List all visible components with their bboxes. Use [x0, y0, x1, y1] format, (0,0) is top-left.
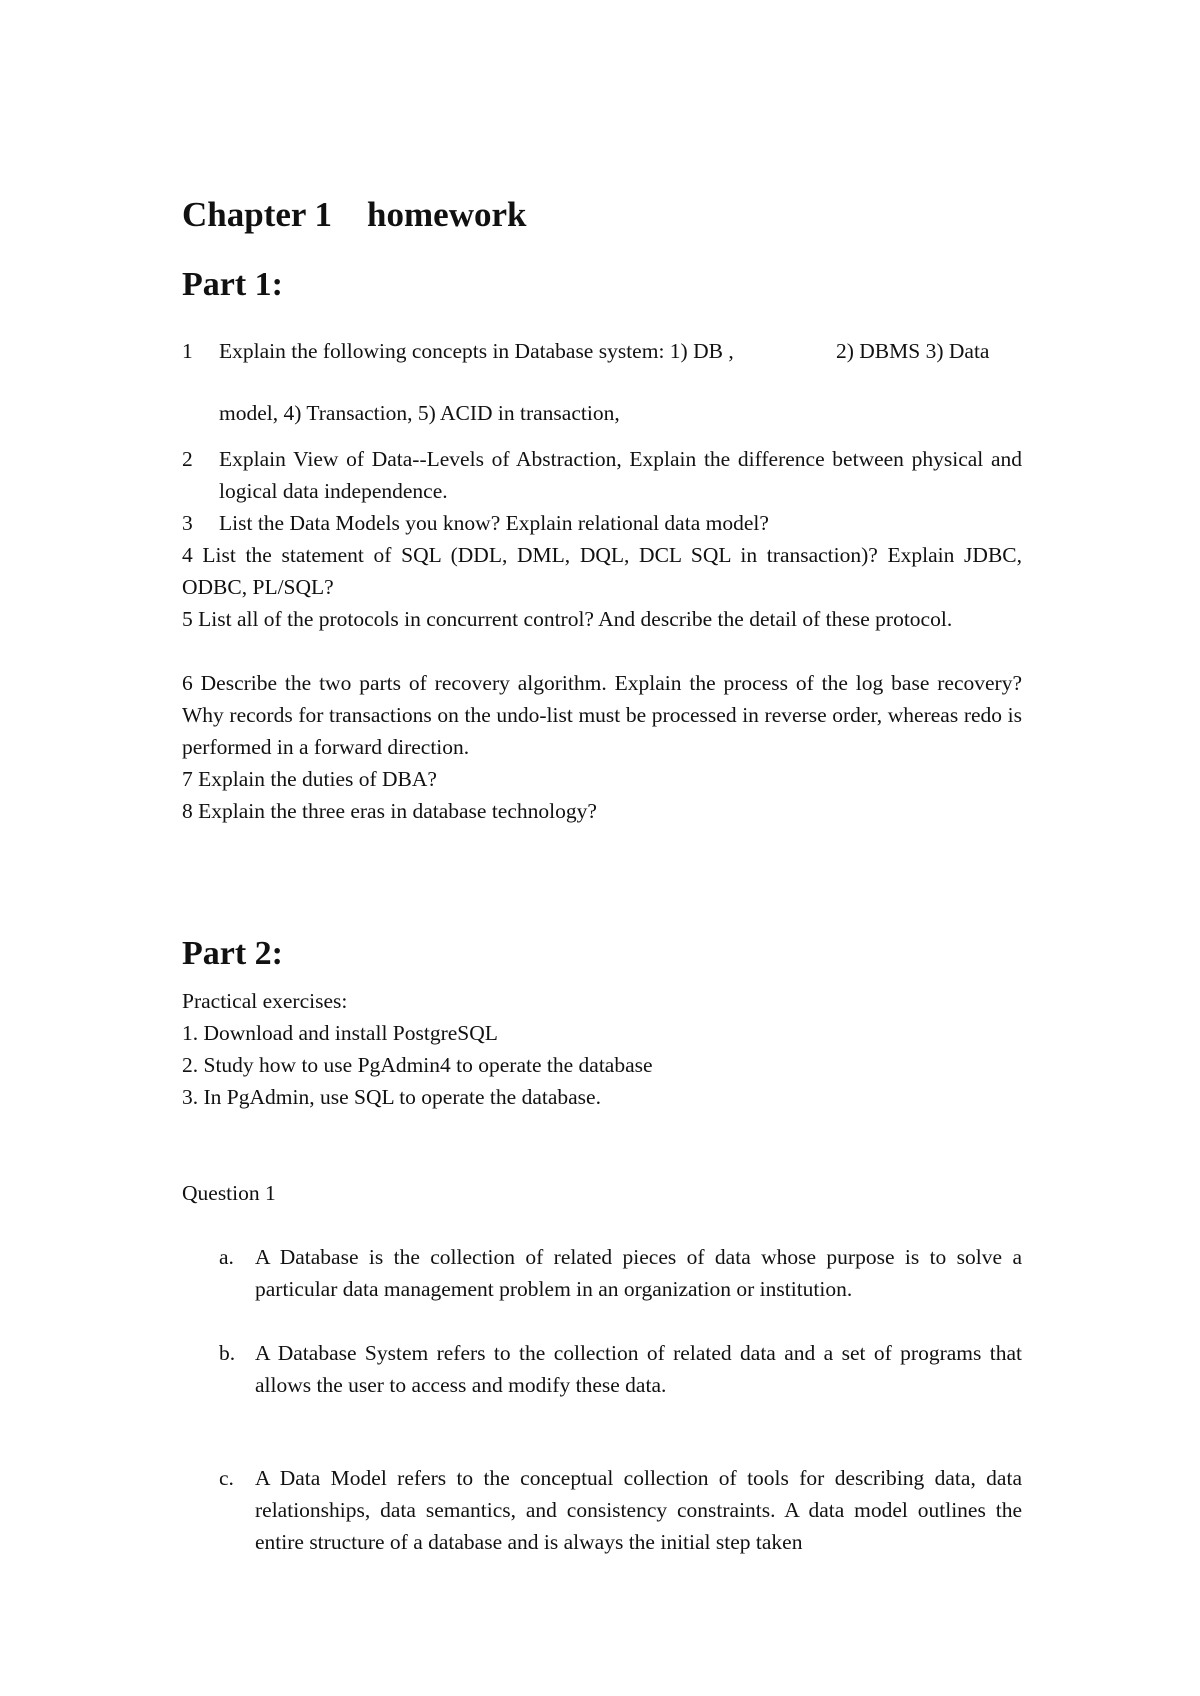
answer-c-marker: c. — [219, 1466, 234, 1490]
part2-step-3: 3. In PgAdmin, use SQL to operate the database. — [182, 1085, 601, 1109]
answer-a-text: A Database is the collection of related pieces of data whose purpose is to solve a particular data management problem in an organization or institution. — [255, 1245, 1022, 1301]
item-1-line-1b: 2) DBMS 3) Data — [836, 339, 990, 363]
answer-c-text: A Data Model refers to the conceptual collection of tools for describing data, data relationships, data semantics, and consistency constraints. A data model outlines the entire structure of a database and is always the initial step taken — [255, 1466, 1022, 1554]
part2-step-1: 1. Download and install PostgreSQL — [182, 1021, 498, 1045]
item-2-text: Explain View of Data--Levels of Abstraction, Explain the difference between physical and logical data independence. — [219, 447, 1022, 503]
item-3-number: 3 — [182, 511, 193, 535]
item-1-number: 1 — [182, 339, 193, 363]
part2-step-2: 2. Study how to use PgAdmin4 to operate the database — [182, 1053, 653, 1077]
item-1-line-2: model, 4) Transaction, 5) ACID in transaction, — [219, 401, 620, 425]
item-2-number: 2 — [182, 447, 193, 471]
answer-b-marker: b. — [219, 1341, 236, 1365]
part2-intro: Practical exercises: — [182, 989, 348, 1013]
item-5-text: 5 List all of the protocols in concurrent control? And describe the detail of these protocol. — [182, 607, 953, 631]
answers-heading: Question 1 — [182, 1181, 276, 1205]
item-8-text: 8 Explain the three eras in database technology? — [182, 799, 597, 823]
answer-b-text: A Database System refers to the collection of related data and a set of programs that allows the user to access and modify these data. — [255, 1341, 1022, 1397]
answer-a-marker: a. — [219, 1245, 234, 1269]
item-3-text: List the Data Models you know? Explain relational data model? — [219, 511, 769, 535]
page-title: Chapter 1 homework — [182, 195, 527, 234]
part1-heading: Part 1: — [182, 266, 284, 303]
item-7-text: 7 Explain the duties of DBA? — [182, 767, 437, 791]
item-4-text: 4 List the statement of SQL (DDL, DML, DQL, DCL SQL in transaction)? Explain JDBC, ODBC, PL/SQL? — [182, 543, 1022, 599]
item-1-line-1a: Explain the following concepts in Database system: 1) DB , — [219, 339, 734, 363]
part2-heading: Part 2: — [182, 935, 284, 972]
item-6-text: 6 Describe the two parts of recovery algorithm. Explain the process of the log base recovery? Why records for transactions on the undo-list must be processed in reverse order, whereas redo is performed in a forward direction. — [182, 671, 1022, 759]
